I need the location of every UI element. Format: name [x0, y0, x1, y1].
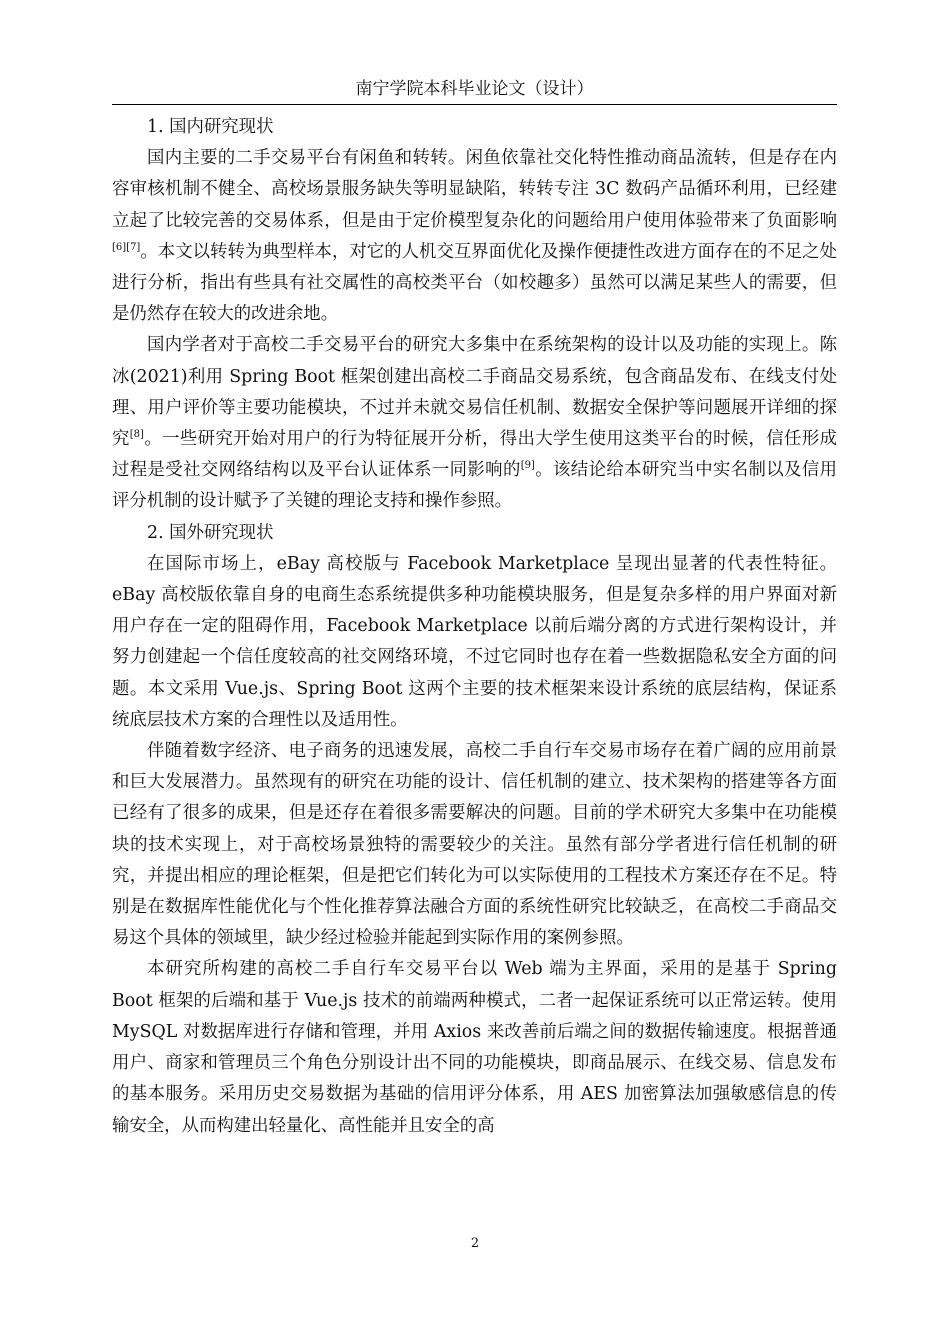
- section-heading-foreign: 2. 国外研究现状: [147, 522, 274, 543]
- header-title: 南宁学院本科毕业论文（设计）: [355, 79, 594, 99]
- paragraph-foreign-platforms: 在国际市场上，eBay 高校版与 Facebook Marketplace 呈现出显著的代表性特征。eBay 高校版依靠自身的电商生态系统提供多种功能模块服务，但是复杂多样的用户界面对新用户存在一定的阻碍作用，Facebook Marketplace 以前后端分离的方式进行架构设计，并努力创建起一个信任度较高的社交网络环境，不过它同时也存在着一些数据隐私安全方面的问题。本文采用 Vue.js、Spring Boot 这两个主要的技术框架来设计系统的底层结构，保证系统底层技术方案的合理性以及适用性。: [112, 553, 837, 730]
- paragraph-domestic-research: [112, 330, 837, 517]
- paragraph-text: 。本文以转转为典型样本，对它的人机交互界面优化及操作便捷性改进方面存在的不足之处进行分析，指出有些具有社交属性的高校类平台（如校趣多）虽然可以满足某些人的需要，但是仍然存在较大的改进余地。: [112, 241, 837, 325]
- paragraph-text: 国内学者对于高校二手交易平台的研究大多集中在系统架构的设计以及功能的实现上。陈冰(2021)利用 Spring Boot 框架创建出高校二手商品交易系统，包含商品发布、在线支付处理、用户评价等主要功能模块，不过并未就交易信任机制、数据安全保护等问题展开详细的探究: [112, 335, 837, 450]
- section-heading-domestic: 1. 国内研究现状: [147, 117, 274, 137]
- paragraph-text: 国内主要的二手交易平台有闲鱼和转转。闲鱼依靠社交化特性推动商品流转，但是存在内容审核机制不健全、高校场景服务缺失等明显缺陷，转转专注 3C 数码产品循环利用，已经建立起了比较完善的交易体系，但是由于定价模型复杂化的问题给用户使用体验带来了负面影响: [112, 148, 837, 231]
- paragraph-research-gap: 伴随着数字经济、电子商务的迅速发展，高校二手自行车交易市场存在着广阔的应用前景和巨大发展潜力。虽然现有的研究在功能的设计、信任机制的建立、技术架构的搭建等各方面已经有了很多的成果，但是还存在着很多需要解决的问题。目前的学术研究大多集中在功能模块的技术实现上，对于高校场景独特的需要较少的关注。虽然有部分学者进行信任机制的研究，并提出相应的理论框架，但是把它们转化为可以实际使用的工程技术方案还存在不足。特别是在数据库性能优化与个性化推荐算法融合方面的系统性研究比较缺乏，在高校二手商品交易这个具体的领域里，缺少经过检验并能起到实际作用的案例参照。: [112, 741, 837, 949]
- page-header: [112, 76, 837, 105]
- page-body: [112, 112, 837, 1142]
- paragraph-domestic-platforms: [112, 143, 837, 330]
- citation: [8]: [129, 429, 144, 441]
- citation: [9]: [520, 460, 535, 472]
- citation: [6][7]: [112, 242, 141, 254]
- page-number: 2: [470, 1236, 480, 1251]
- paragraph-text: 。一些研究开始对用户的行为特征展开分析，得出大学生使用这类平台的时候，信任形成过程是受社交网络结构以及平台认证体系一同影响的: [112, 429, 837, 481]
- page-footer: [0, 1236, 950, 1251]
- paragraph-text: 。该结论给本研究当中实名制以及信用评分机制的设计赋予了关键的理论支持和操作参照。: [112, 460, 837, 512]
- paragraph-this-study: 本研究所构建的高校二手自行车交易平台以 Web 端为主界面，采用的是基于 Spring Boot 框架的后端和基于 Vue.js 技术的前端两种模式，二者一起保证系统可以正常运转。使用 MySQL 对数据库进行存储和管理，并用 Axios 来改善前后端之间的数据传输速度。根据普通用户、商家和管理员三个角色分别设计出不同的功能模块，即商品展示、在线交易、信息发布的基本服务。采用历史交易数据为基础的信用评分体系，用 AES 加密算法加强敏感信息的传输安全，从而构建出轻量化、高性能并且安全的高: [112, 959, 837, 1136]
